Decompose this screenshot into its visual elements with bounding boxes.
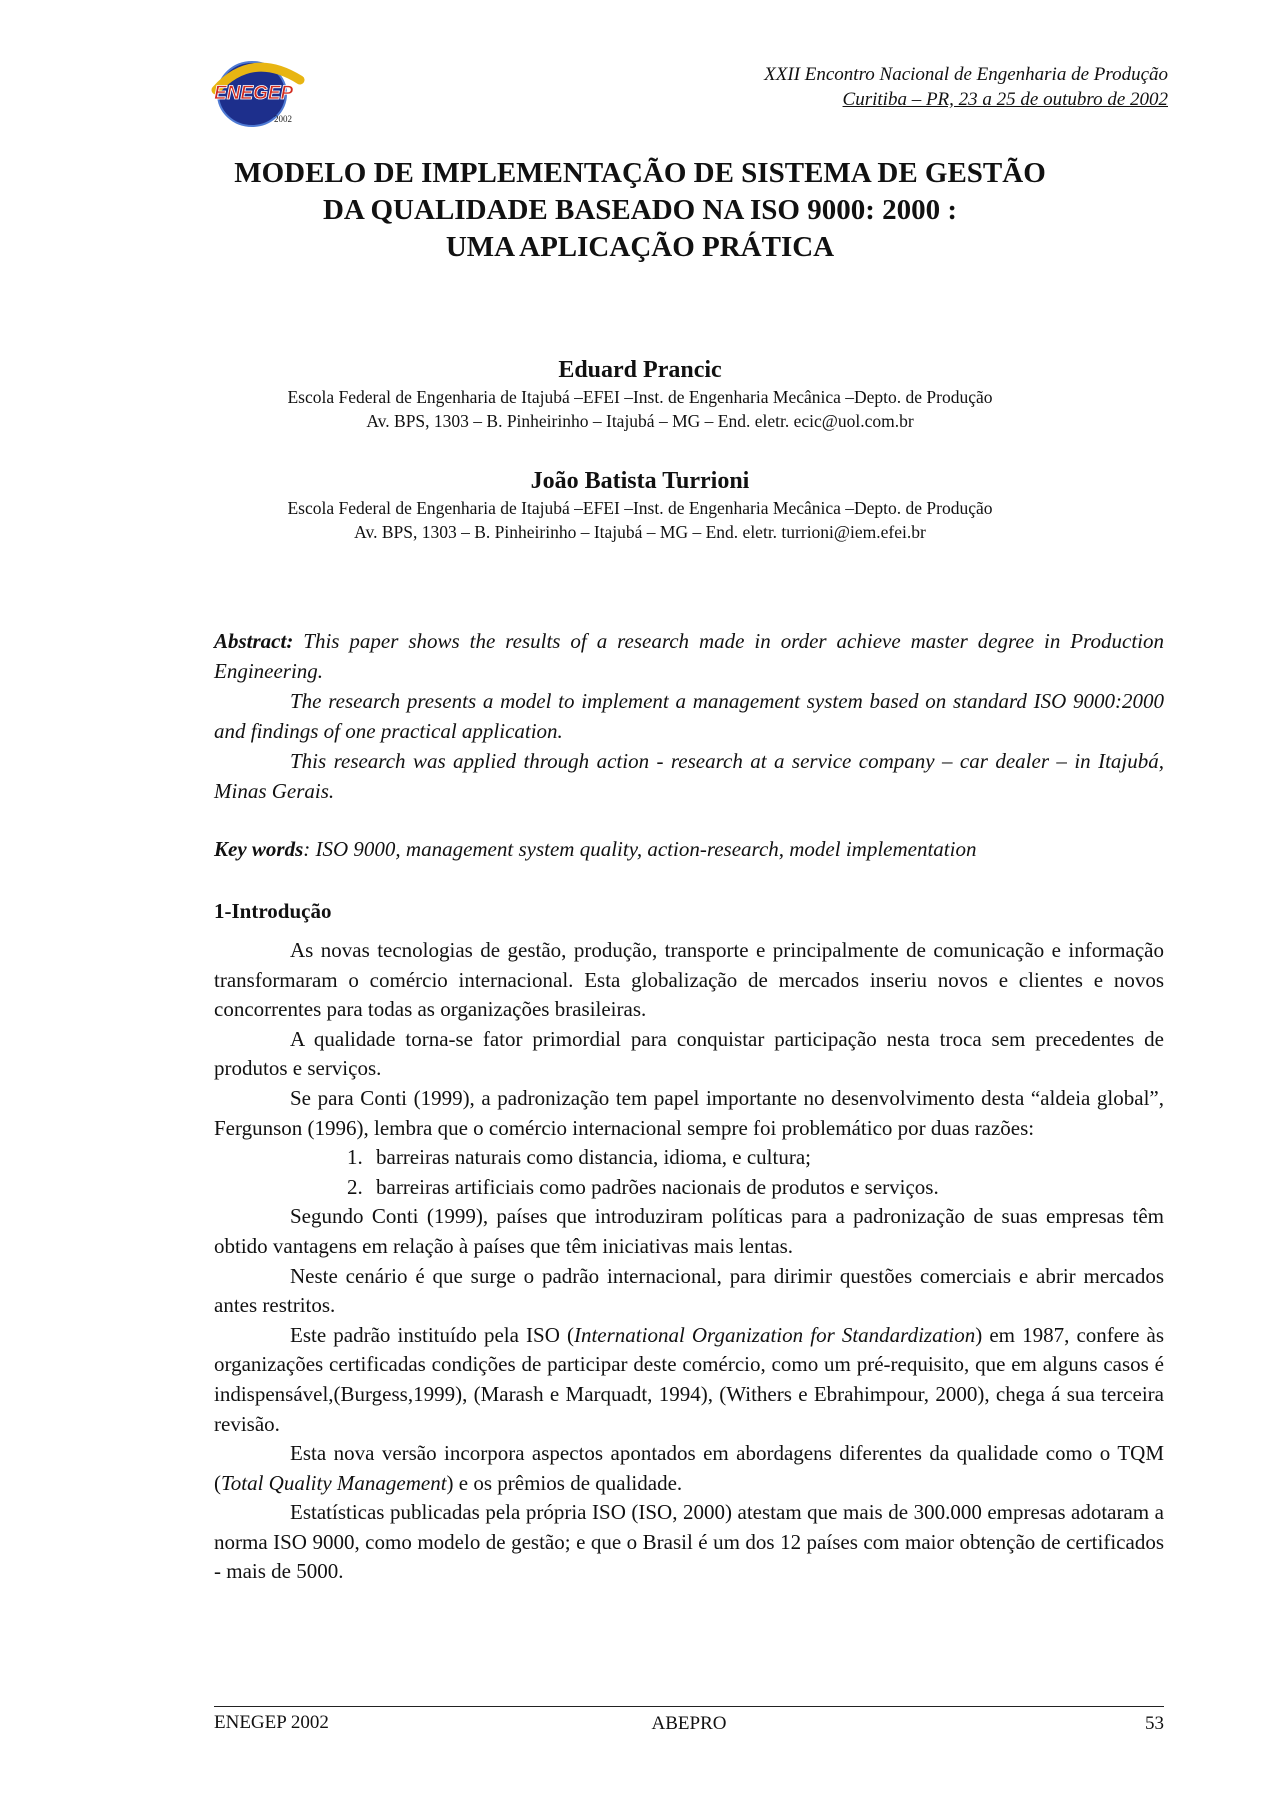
body-paragraph: As novas tecnologias de gestão, produção, transporte e principalmente de comunicação e informação transformaram o comércio internacional. Esta globalização de mercados inseriu novos e clientes e novos concorrentes para todas as organizações brasileiras.: [214, 938, 1164, 1022]
section-heading: 1-Introdução: [214, 899, 332, 923]
author-name: João Batista Turrioni: [530, 468, 750, 494]
footer-center: ABEPRO: [651, 1713, 727, 1734]
author-block-1: [150, 355, 1130, 433]
reasons-list: [214, 1143, 1164, 1202]
enegep-logo: [208, 50, 312, 130]
introduction-body: [214, 936, 1164, 1587]
conference-location: Curitiba – PR, 23 a 25 de outubro de 2002: [842, 89, 1168, 110]
title-line-3: UMA APLICAÇÃO PRÁTICA: [445, 231, 835, 263]
body-paragraph: Segundo Conti (1999), países que introduziram políticas para a padronização de suas empresas têm obtido vantagens em relação à países que têm iniciativas mais lentas.: [214, 1204, 1164, 1258]
abstract-label: Abstract:: [214, 629, 294, 653]
author-name: Eduard Prancic: [558, 357, 722, 383]
list-item: 1. barreiras naturais como distancia, idioma, e cultura;: [368, 1143, 1164, 1173]
logo-year: 2002: [274, 114, 292, 124]
paper-title: [150, 155, 1130, 266]
keywords: [214, 834, 1164, 864]
logo-text: ENEGEP: [214, 83, 294, 104]
author-address: Av. BPS, 1303 – B. Pinheirinho – Itajubá – MG – End. eletr. ecic@uol.com.br: [366, 411, 914, 431]
italic-term: International Organization for Standardization: [573, 1322, 976, 1347]
body-paragraph: Esta nova versão incorpora aspectos apontados em abordagens diferentes da qualidade como o TQM (Total Quality Management) e os prêmios de qualidade.: [214, 1441, 1164, 1495]
title-line-1: MODELO DE IMPLEMENTAÇÃO DE SISTEMA DE GESTÃO: [234, 157, 1046, 189]
abstract-paragraph: This paper shows the results of a research made in order achieve master degree in Production Engineering.: [214, 629, 1164, 683]
title-line-2: DA QUALIDADE BASEADO NA ISO 9000: 2000 :: [322, 194, 958, 226]
body-paragraph: Este padrão instituído pela ISO (International Organization for Standardization) em 1987, confere às organizações certificadas condições de participar deste comércio, como um pré-requisito, que em alguns casos é indispensável,(Burgess,1999), (Marash e Marquadt, 1994), (Withers e Ebrahimpour, 2000), chega á sua terceira revisão.: [214, 1322, 1165, 1436]
list-item: 2. barreiras artificiais como padrões nacionais de produtos e serviços.: [368, 1173, 1164, 1203]
page-number: 53: [1145, 1713, 1164, 1734]
author-block-2: [150, 466, 1130, 544]
author-affiliation: Escola Federal de Engenharia de Itajubá –EFEI –Inst. de Engenharia Mecânica –Depto. de Produção: [287, 498, 993, 518]
italic-term: Total Quality Management: [221, 1470, 447, 1495]
body-paragraph: Neste cenário é que surge o padrão internacional, para dirimir questões comerciais e abrir mercados antes restritos.: [214, 1263, 1164, 1318]
conference-header: [764, 62, 1168, 112]
body-paragraph: Se para Conti (1999), a padronização tem papel importante no desenvolvimento desta “aldeia global”, Fergunson (1996), lembra que o comércio internacional sempre foi problemático por duas razões:: [214, 1085, 1164, 1140]
footer-left: ENEGEP 2002: [214, 1712, 329, 1733]
keywords-text: : ISO 9000, management system quality, action-research, model implementation: [303, 837, 977, 861]
abstract-paragraph: This research was applied through action - research at a service company – car dealer – in Itajubá, Minas Gerais.: [214, 749, 1164, 803]
author-affiliation: Escola Federal de Engenharia de Itajubá –EFEI –Inst. de Engenharia Mecânica –Depto. de Produção: [287, 387, 993, 407]
page-footer: [214, 1706, 1164, 1735]
author-address: Av. BPS, 1303 – B. Pinheirinho – Itajubá – MG – End. eletr. turrioni@iem.efei.br: [354, 522, 926, 542]
conference-name: XXII Encontro Nacional de Engenharia de Produção: [764, 64, 1168, 85]
body-paragraph: A qualidade torna-se fator primordial para conquistar participação nesta troca sem precedentes de produtos e serviços.: [214, 1026, 1164, 1081]
body-paragraph: Estatísticas publicadas pela própria ISO (ISO, 2000) atestam que mais de 300.000 empresas adotaram a norma ISO 9000, como modelo de gestão; e que o Brasil é um dos 12 países com maior obtenção de certificados - mais de 5000.: [214, 1500, 1164, 1584]
abstract-paragraph: The research presents a model to implement a management system based on standard ISO 9000:2000 and findings of one practical application.: [214, 689, 1164, 743]
keywords-label: Key words: [214, 837, 304, 861]
abstract: [214, 626, 1164, 806]
